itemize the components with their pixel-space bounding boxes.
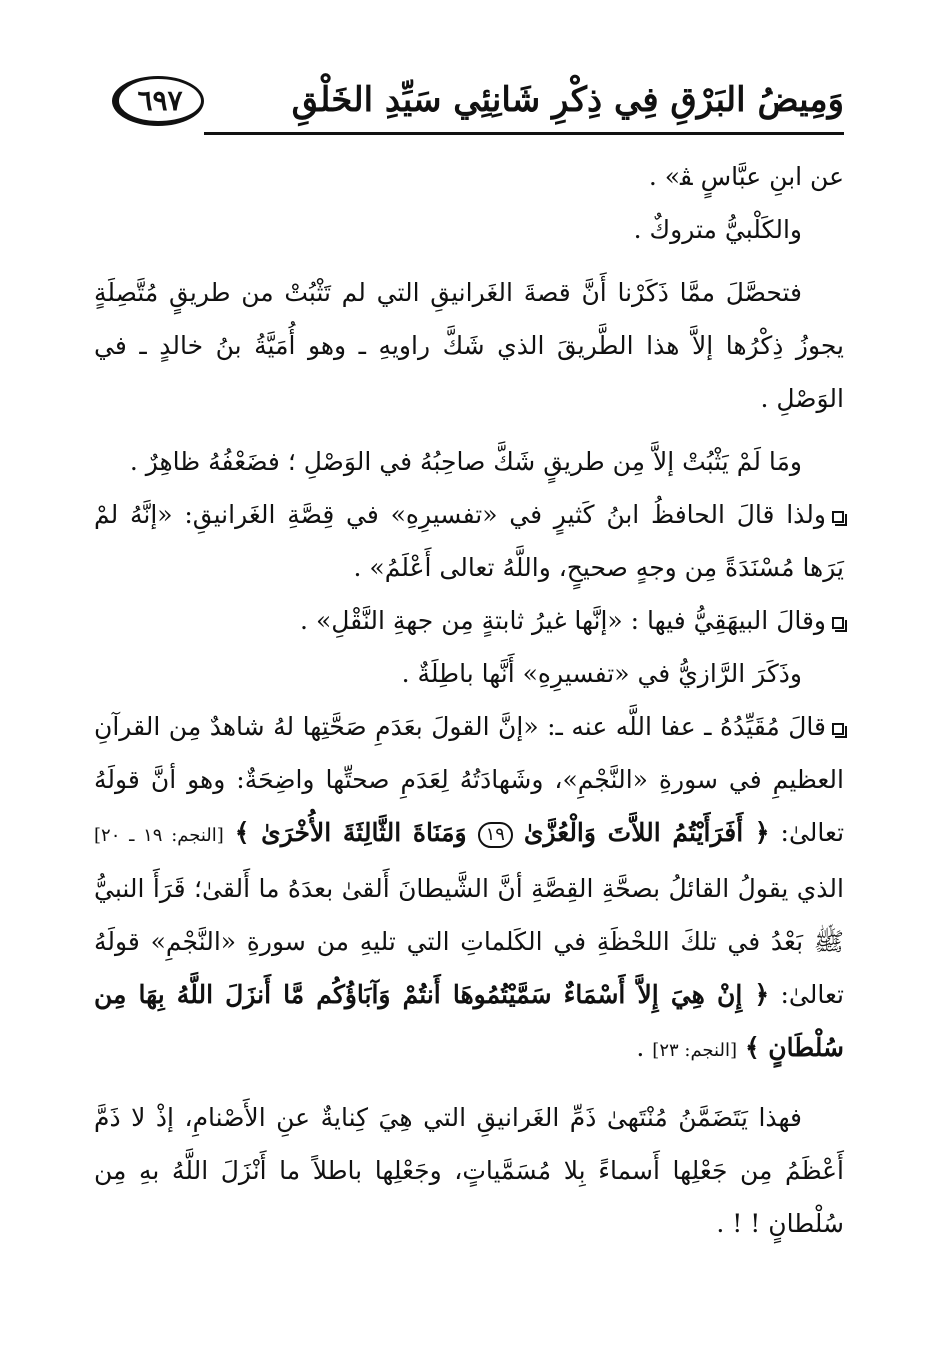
header-divider — [204, 132, 844, 135]
paragraph-7: وذَكَرَ الرَّازيُّ في «تفسيرِهِ» أَنَّها باطِلَةٌ . — [401, 659, 802, 688]
page-header — [112, 74, 844, 136]
bullet-icon — [832, 617, 844, 629]
paragraph-3: فتحصَّلَ ممَّا ذَكَرْنا أَنَّ قصةَ الغَرانيقِ التي لم تَثْبُتْ من طريقٍ مُتَّصِلَةٍ يجوزُ ذِكْرُها إلاَّ هذا الطَّريقَ الذي شَكَّ راويهِ ـ وهو أُمَيَّةُ بنُ خالدٍ ـ في الوَصْلِ . — [94, 278, 844, 413]
bullet-icon — [832, 723, 844, 735]
page-number-badge — [112, 76, 204, 126]
paragraph-4: ومَا لَمْ يَثْبُتْ إلاَّ مِن طريقٍ شَكَّ صاحِبُهُ في الوَصْلِ ؛ فضَعْفُهُ ظاهِرٌ . — [129, 447, 802, 476]
paragraph-8 — [94, 700, 844, 1077]
paragraph-8-end: . — [636, 1033, 645, 1062]
paragraph-5 — [94, 488, 844, 594]
running-title: وَمِيضُ البَرْقِ فِي ذِكْرِ شَانِئِي سَيِّدِ الخَلْقِ — [291, 80, 844, 120]
surah-reference-1: [النجم: ١٩ ـ ٢٠] — [94, 825, 224, 846]
page-number: ٦٩٧ — [137, 83, 183, 117]
page-body — [94, 150, 844, 1250]
quran-verse-3: ﴿ إِنْ هِيَ إِلاَّ أَسْمَاءٌ سَمَّيْتُمُوهَا أَنتُمْ وَآبَاؤُكُم مَّا أَنزَلَ اللَّهُ بِهَا مِن سُلْطَانٍ ﴾ — [94, 980, 844, 1062]
paragraph-8-text-2: الذي يقولُ القائلُ بصحَّةِ القِصَّةِ أنَّ الشَّيطانَ أَلقىٰ بعدَهُ ما أَلقىٰ؛ قَرَأَ النبيُّ ﷺ بَعْدُ في تلكَ اللحْظَةِ في الكَلماتِ التي تليهِ من سورةِ «النَّجْمِ» قولَهُ تعالىٰ: — [94, 874, 844, 1009]
ayah-number-marker: ١٩ — [478, 822, 513, 848]
quran-verse-1: ﴿ أَفَرَأَيْتُمُ اللاَّتَ وَالْعُزَّىٰ — [523, 818, 770, 847]
bullet-icon — [832, 511, 844, 523]
paragraph-2: والكَلْبيُّ متروكٌ . — [633, 215, 802, 244]
paragraph-6 — [94, 594, 844, 647]
surah-reference-2: [النجم: ٢٣] — [652, 1040, 737, 1061]
paragraph-9: فهذا يَتَضَمَّنُ مُنْتَهىٰ ذَمِّ الغَرانيقِ التي هِيَ كِنايةٌ عنِ الأَصْنامِ، إذْ لا ذَمَّ أَعْظَمُ مِن جَعْلِها أَسماءً بِلا مُسَمَّياتٍ، وجَعْلِها باطلاً ما أَنْزَلَ اللَّهُ بهِ مِن سُلْطانٍ ! ! . — [94, 1103, 844, 1238]
paragraph-8-text-1: قالَ مُقَيِّدُهُ ـ عفا اللَّه عنه ـ: «إنَّ القولَ بعَدَمِ صَحَّتِها لهُ شاهدٌ مِن القرآنِ العظيمِ في سورةِ «النَّجْمِ»، وشَهادَتُهُ لِعَدَمِ صحتِّها واضِحَةٌ: وهو أنَّ قولَهُ تعالىٰ: — [94, 712, 845, 847]
quran-verse-2: وَمَنَاةَ الثَّالِثَةَ الأُخْرَىٰ ﴾ — [234, 818, 467, 847]
paragraph-1: عن ابنِ عبَّاسٍ ﭭ» . — [648, 162, 844, 191]
paragraph-6-text: وقالَ البيهَقِيُّ فيها : «إنَّها غيرُ ثابتةٍ مِن جهةِ النَّقْلِ» . — [300, 606, 826, 635]
paragraph-5-text: ولذا قالَ الحافظُ ابنُ كَثيرٍ في «تفسيرِهِ» في قِصَّةِ الغَرانيقِ: «إنَّهُ لمْ يَرَها مُسْنَدَةً مِن وجهٍ صحيحٍ، واللَّهُ تعالى أَعْلَمُ» . — [94, 500, 844, 582]
